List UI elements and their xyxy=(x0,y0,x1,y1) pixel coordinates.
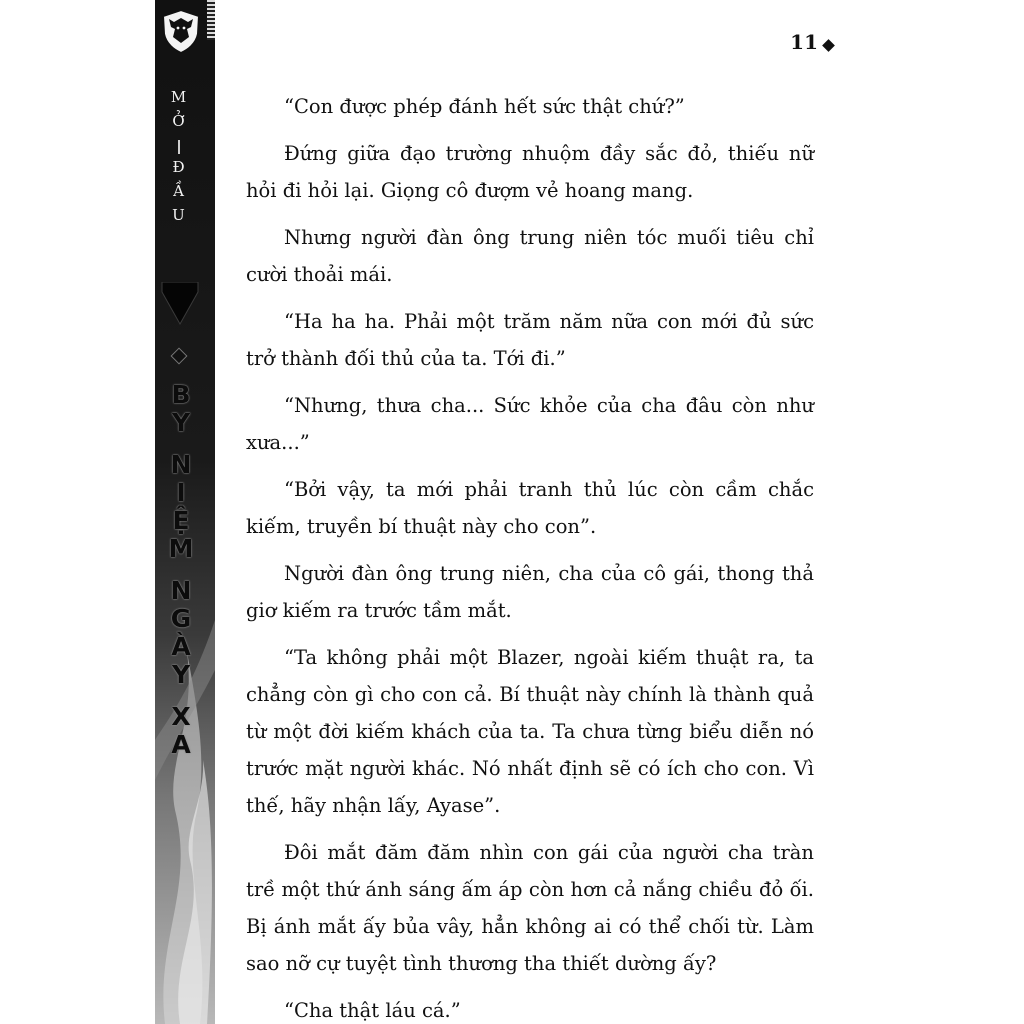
page-margin-left xyxy=(0,0,155,1024)
story-text xyxy=(246,88,814,1024)
chapter-char: Ầ xyxy=(173,182,185,200)
chapter-char: M xyxy=(170,88,188,106)
title-char: M xyxy=(168,534,194,563)
paragraph: “Nhưng, thưa cha... Sức khỏe của cha đâu còn như xưa...” xyxy=(246,394,814,454)
paragraph: Đôi mắt đăm đăm nhìn con gái của người cha tràn trề một thứ ánh sáng ấm áp còn hơn cả nắng chiều đỏ ối. Bị ánh mắt ấy bủa vây, hẳn không ai có thể chối từ. Làm sao nỡ cự tuyệt tình thương tha thiết dường ấy? xyxy=(246,841,814,975)
title-char: A xyxy=(171,730,191,759)
page-number: 11 xyxy=(790,30,818,54)
band-notch xyxy=(207,0,215,40)
title-char: Y xyxy=(171,408,191,437)
title-char: À xyxy=(171,632,191,661)
chapter-label-top xyxy=(155,88,203,136)
chapter-divider xyxy=(178,140,180,154)
chapter-char: Ở xyxy=(172,112,186,130)
title-char: I xyxy=(176,478,186,507)
chapter-char: U xyxy=(172,206,186,224)
book-title-vertical xyxy=(155,382,207,760)
page-number-diamond-icon xyxy=(822,39,835,52)
paragraph: “Cha thật láu cá.” xyxy=(284,999,461,1022)
title-char: N xyxy=(170,450,192,479)
title-char: N xyxy=(170,576,192,605)
title-char: B xyxy=(171,380,191,409)
paragraph: “Ha ha ha. Phải một trăm năm nữa con mới đủ sức trở thành đối thủ của ta. Tới đi.” xyxy=(246,310,814,370)
paragraph: “Con được phép đánh hết sức thật chứ?” xyxy=(284,95,685,118)
paragraph: “Ta không phải một Blazer, ngoài kiếm thuật ra, ta chẳng còn gì cho con cả. Bí thuật này chính là thành quả từ một đời kiếm khách của ta. Ta chưa từng biểu diễn nó trước mặt người khác. Nó nhất định sẽ có ích cho con. Vì thế, hãy nhận lấy, Ayase”. xyxy=(246,646,814,817)
chapter-char: Đ xyxy=(172,158,186,176)
paragraph: “Bởi vậy, ta mới phải tranh thủ lúc còn cầm chắc kiếm, truyền bí thuật này cho con”. xyxy=(246,478,814,538)
paragraph: Người đàn ông trung niên, cha của cô gái, thong thả giơ kiếm ra trước tầm mắt. xyxy=(246,562,814,622)
title-char: X xyxy=(171,702,191,731)
dragon-crest-icon xyxy=(160,8,202,54)
title-char: G xyxy=(170,604,192,633)
title-char: Ệ xyxy=(172,506,190,535)
paragraph: Đứng giữa đạo trường nhuộm đầy sắc đỏ, thiếu nữ hỏi đi hỏi lại. Giọng cô đượm vẻ hoang mang. xyxy=(246,142,814,202)
paragraph: Nhưng người đàn ông trung niên tóc muối tiêu chỉ cười thoải mái. xyxy=(246,226,814,286)
chapter-pointer-icon xyxy=(160,282,200,326)
chapter-label-bottom xyxy=(155,158,203,230)
title-char: Y xyxy=(171,660,191,689)
